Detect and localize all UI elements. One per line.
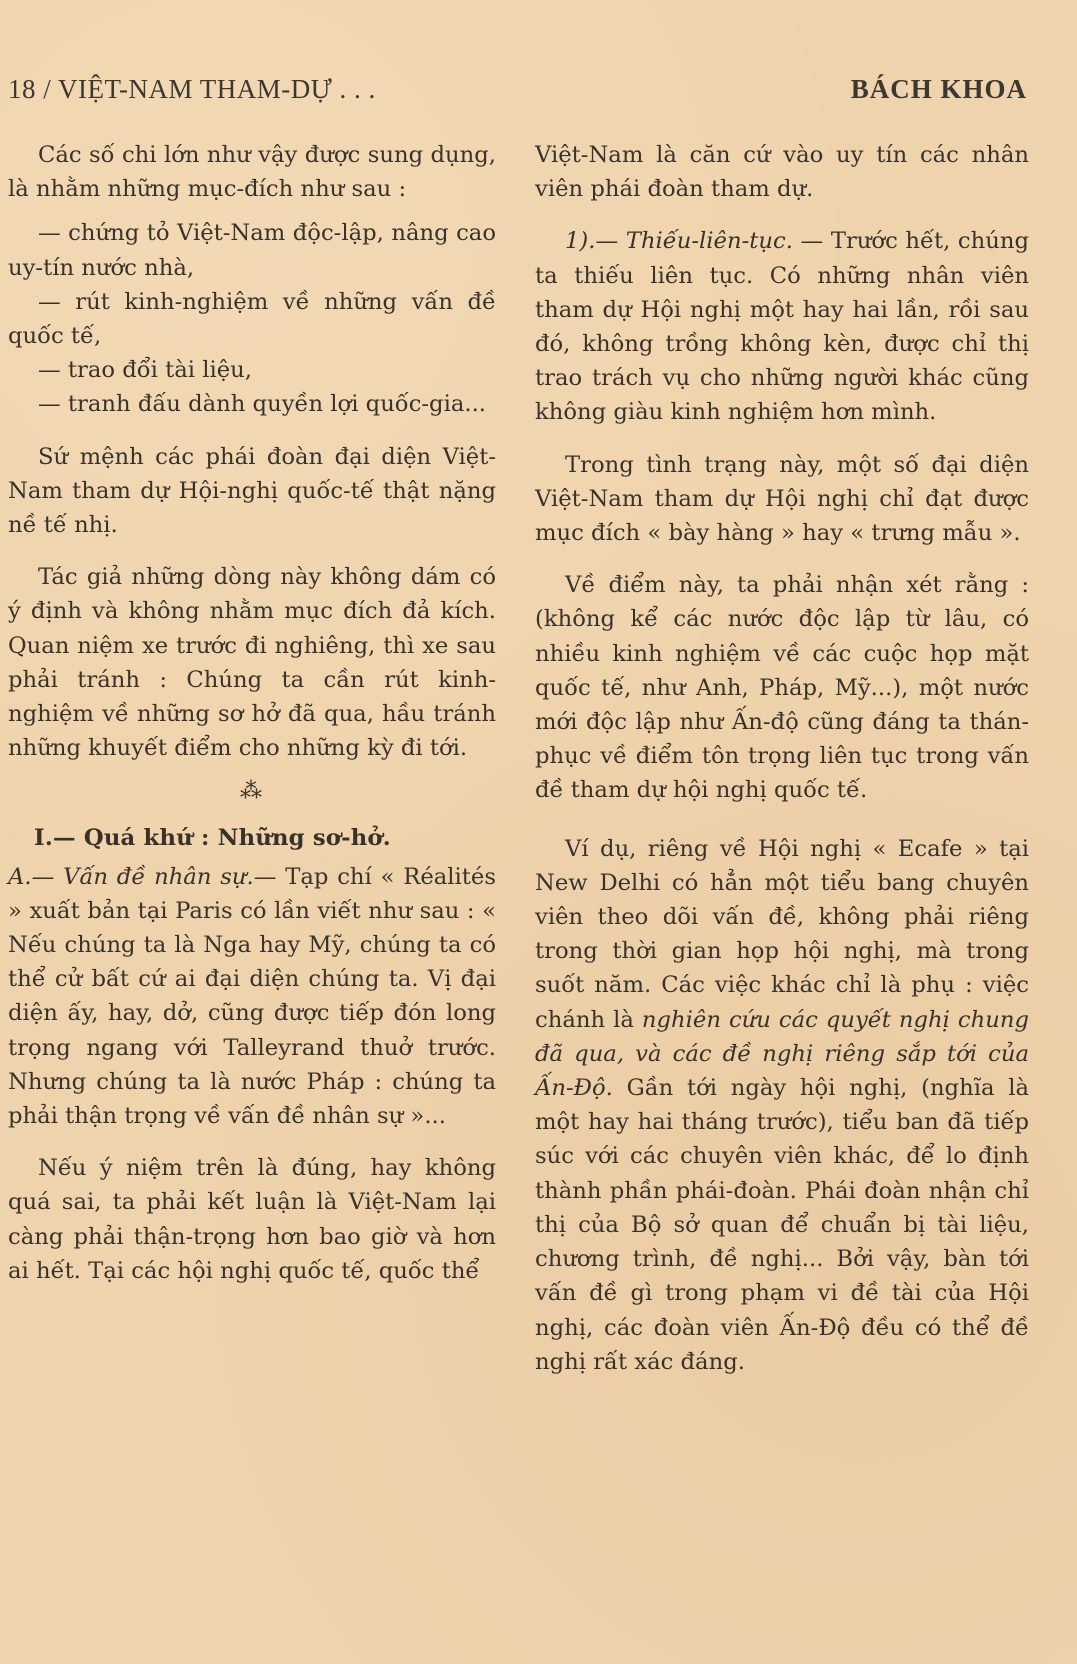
left-list-item-1: — chứng tỏ Việt-Nam độc-lập, nâng cao uy-tín nước nhà, xyxy=(8,220,496,281)
right-paragraph-1: Việt-Nam là căn cứ vào uy tín các nhân viên phái đoàn tham dự. xyxy=(535,142,1029,203)
right-paragraph-5-before: Ví dụ, riêng về Hội nghị « Ecafe » tại New Delhi có hẳn một tiểu bang chuyên viên theo dõi vấn đề, không phải riêng trong thời gian họp hội nghị, mà trong suốt năm. Các việc khác chỉ là phụ : việc chánh là xyxy=(535,835,1029,1033)
section-separator: ⁂ xyxy=(240,779,264,805)
right-subheading: 1).— Thiếu-liên-tục. xyxy=(565,228,793,255)
left-list-item-3: — trao đổi tài liệu, xyxy=(38,357,253,384)
right-paragraph-4: Về điểm này, ta phải nhận xét rằng : (không kể các nước độc lập từ lâu, có nhiều kinh nghiệm về các cuộc họp mặt quốc tế, như Anh, Pháp, Mỹ...), một nước mới độc lập như Ấn-độ cũng đáng ta thán-phục về điểm tôn trọng liên tục trong vấn đề tham dự hội nghị quốc tế. xyxy=(535,572,1029,804)
right-paragraph-2-text: — Trước hết, chúng ta thiếu liên tục. Có những nhân viên tham dự Hội nghị một hay hai lần, rồi sau đó, không trồng không kèn, được chỉ thị trao trách vụ cho những người khác cũng không giàu kinh nghiệm hơn mình. xyxy=(535,228,1029,426)
right-paragraph-2 xyxy=(535,224,1029,429)
running-title: 18 / VIỆT-NAM THAM-DỰ . . . xyxy=(8,74,376,104)
right-paragraph-5-italic: nghiên cứu các quyết nghị chung đã qua, và các đề nghị riêng sắp tới của Ấn-Độ. xyxy=(535,1006,1029,1102)
right-column xyxy=(535,138,1029,1379)
left-list-item-4: — tranh đấu dành quyền lợi quốc-gia... xyxy=(38,391,487,418)
left-paragraph-3: Tác giả những dòng này không dám có ý định và không nhằm mục đích đả kích. Quan niệm xe trước đi nghiêng, thì xe sau phải tránh : Chúng ta cần rút kinh-nghiệm về những sơ hở đã qua, hầu tránh những khuyết điểm cho những kỳ đi tới. xyxy=(8,564,496,762)
page-header xyxy=(8,74,1027,108)
right-paragraph-5-after: Gần tới ngày hội nghị, (nghĩa là một hay hai tháng trước), tiểu ban đã tiếp súc với các chuyên viên khác, để lo định thành phần phái-đoàn. Phái đoàn nhận chỉ thị của Bộ sở quan để chuẩn bị tài liệu, chương trình, đề nghị... Bởi vậy, bàn tới vấn đề gì trong phạm vi đề tài của Hội nghị, các đoàn viên Ấn-Độ đều có thể đề nghị rất xác đáng. xyxy=(535,1075,1029,1375)
subsection-title: A.— Vấn đề nhân sự.— xyxy=(8,863,277,890)
subsection-paragraph xyxy=(8,860,496,1134)
left-column xyxy=(8,138,496,1288)
section-title: I.— Quá khứ : Những sơ-hở. xyxy=(34,825,391,852)
left-paragraph-2: Sứ mệnh các phái đoàn đại diện Việt-Nam tham dự Hội-nghị quốc-tế thật nặng nề tế nhị. xyxy=(8,443,496,539)
left-paragraph-4: Nếu ý niệm trên là đúng, hay không quá sai, ta phải kết luận là Việt-Nam lại càng phải thận-trọng hơn bao giờ và hơn ai hết. Tại các hội nghị quốc tế, quốc thể xyxy=(8,1155,496,1284)
magazine-title: BÁCH KHOA xyxy=(850,74,1027,104)
right-paragraph-3: Trong tình trạng này, một số đại diện Việt-Nam tham dự Hội nghị chỉ đạt được mục đích « bày hàng » hay « trưng mẫu ». xyxy=(535,451,1029,547)
subsection-text: Tạp chí « Réalités » xuất bản tại Paris có lần viết như sau : « Nếu chúng ta là Nga hay Mỹ, chúng ta có thể cử bất cứ ai đại diện chúng ta. Vị đại diện ấy, hay, dở, cũng được tiếp đón long trọng ngang với Talleyrand thuở trước. Nhưng chúng ta là nước Pháp : chúng ta phải thận trọng về vấn đề nhân sự »... xyxy=(8,863,496,1130)
left-list-item-2: — rút kinh-nghiệm về những vấn đề quốc tế, xyxy=(8,288,496,350)
left-paragraph-1: Các số chi lớn như vậy được sung dụng, là nhằm những mục-đích như sau : xyxy=(8,142,496,203)
right-paragraph-5 xyxy=(535,832,1029,1379)
